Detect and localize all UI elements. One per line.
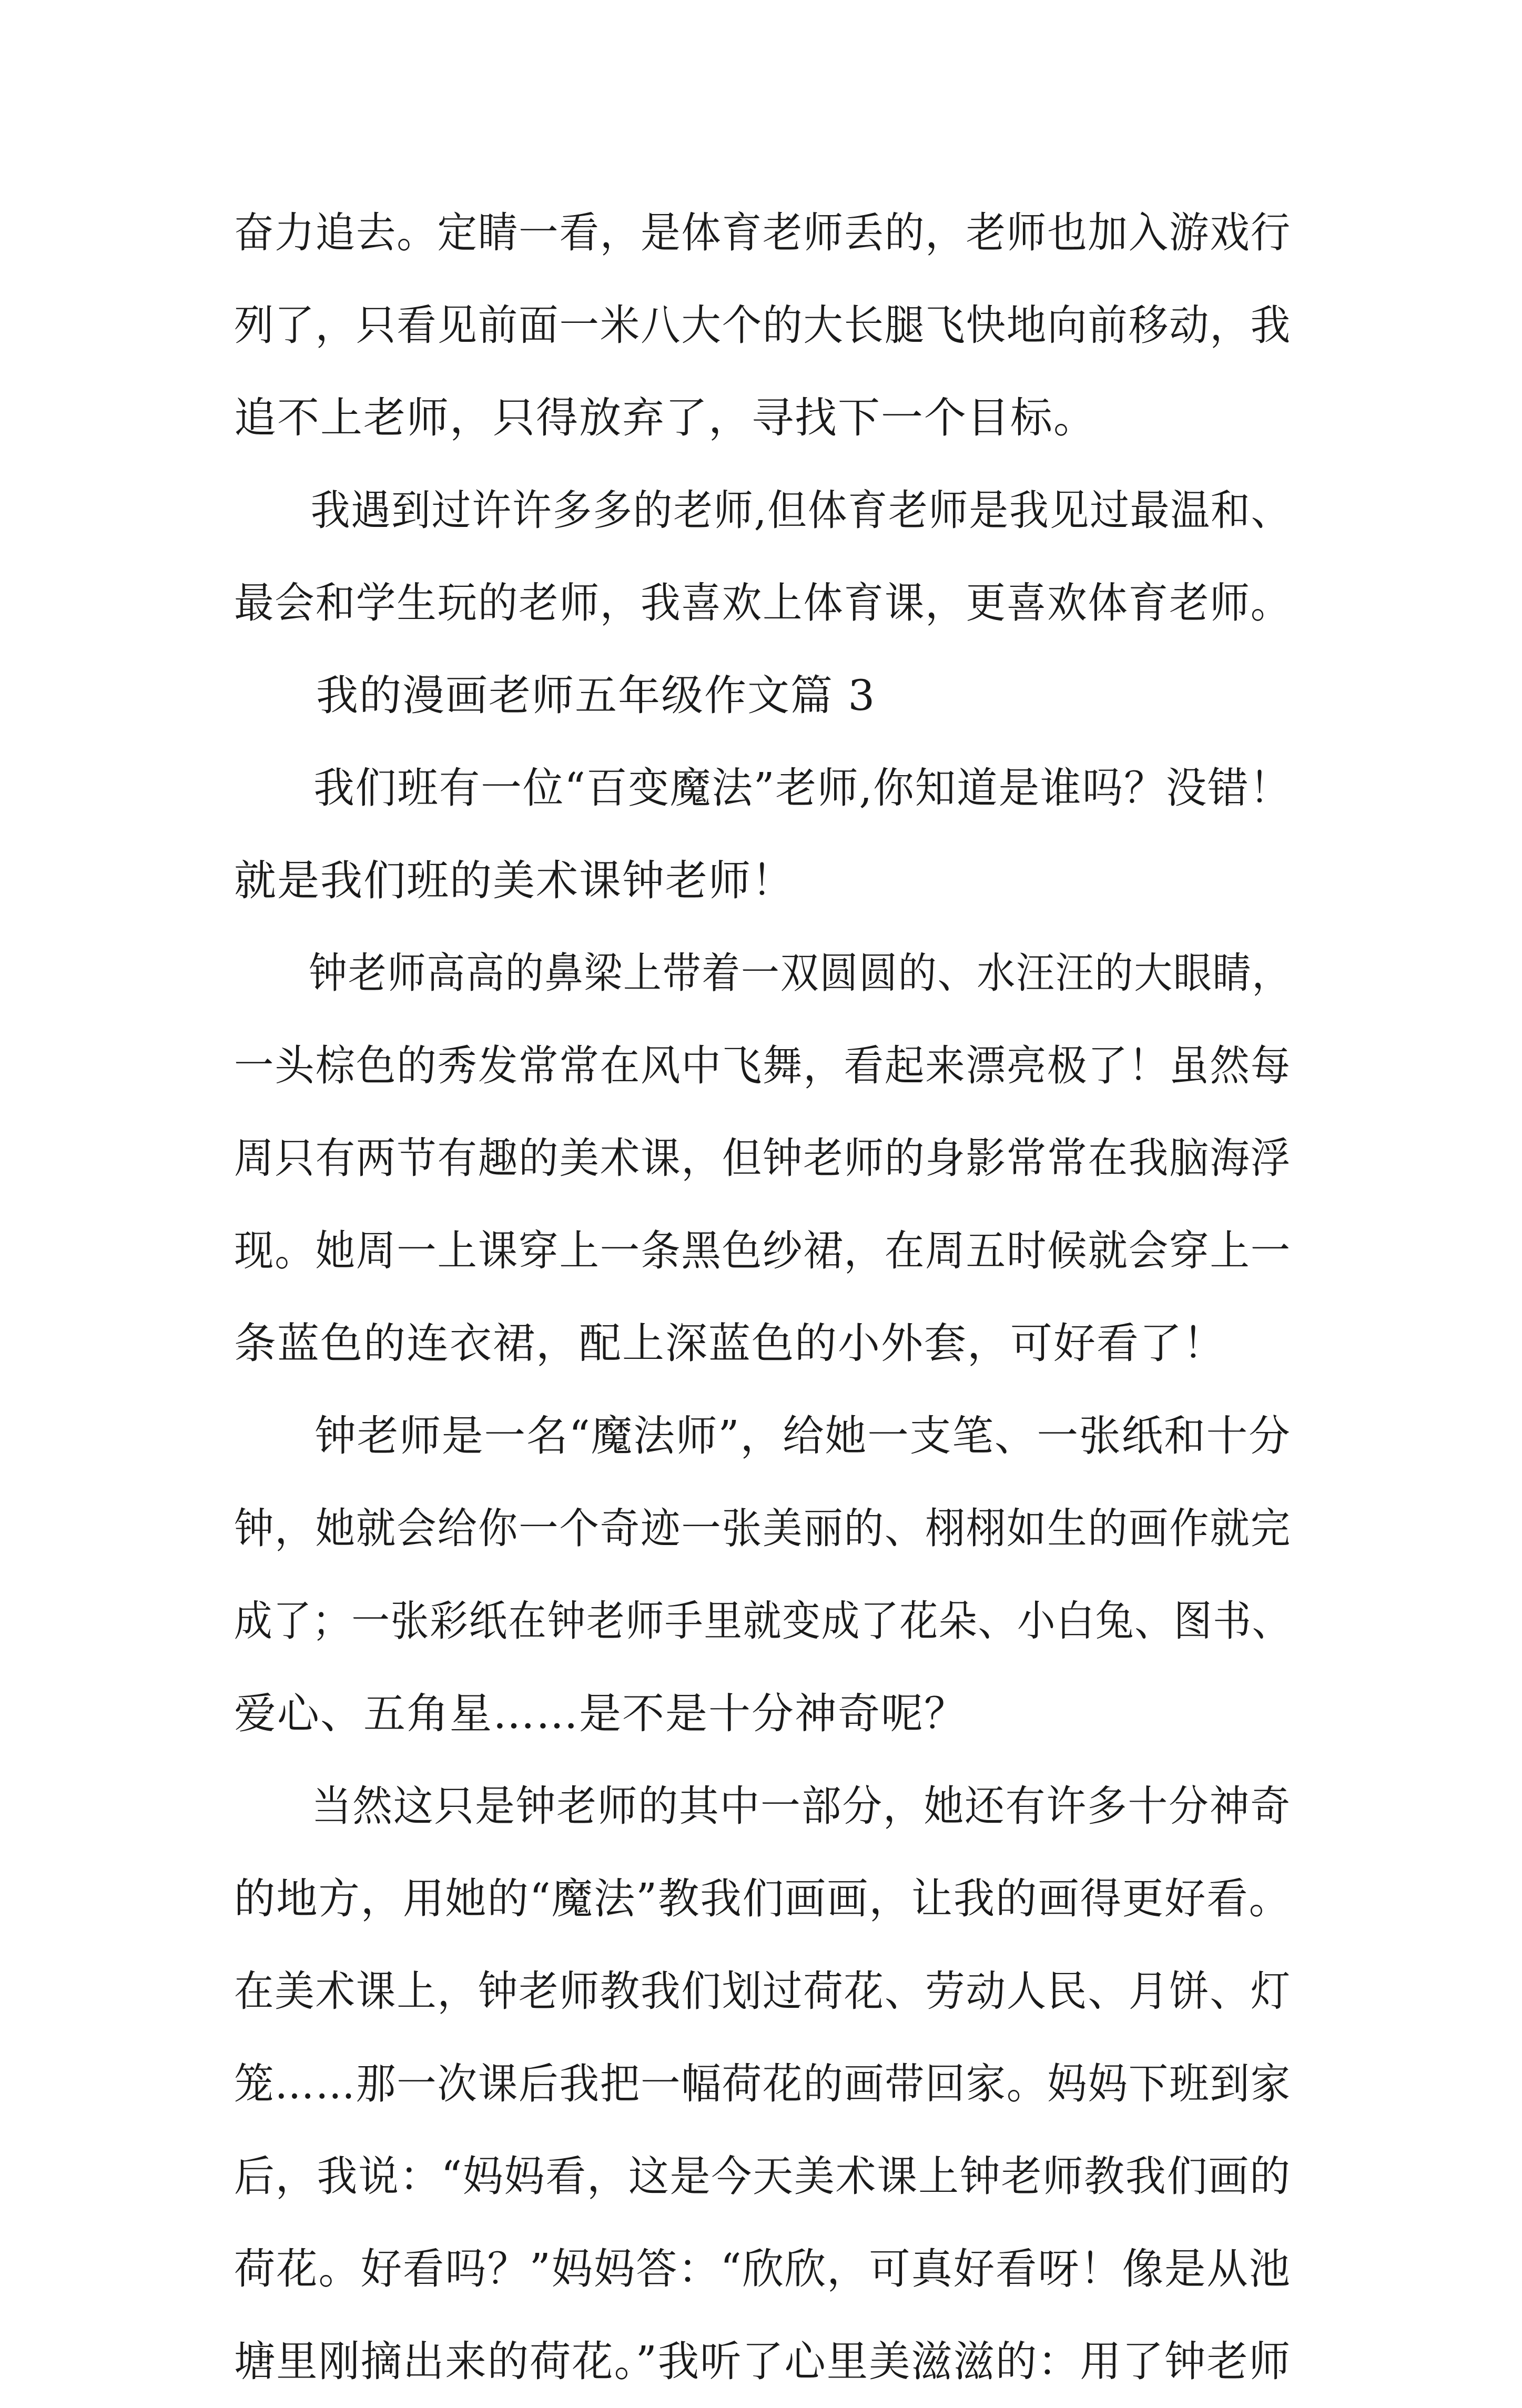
text-line: 追不上老师，只得放弃了，寻找下一个目标。	[234, 393, 1097, 442]
text-line: 的地方，用她的“魔法”教我们画画，让我的画得更好看。	[234, 1874, 1291, 1923]
text-line: 爱心、五角星……是不是十分神奇呢？	[234, 1689, 967, 1738]
text-line: 条蓝色的连衣裙，配上深蓝色的小外套，可好看了！	[234, 1319, 1226, 1368]
text-line: 后，我说：“妈妈看，这是今天美术课上钟老师教我们画的	[234, 2152, 1291, 2201]
paragraph-start-line: 钟老师高高的鼻梁上带着一双圆圆的、水汪汪的大眼睛，	[309, 949, 1292, 998]
paragraph-start-line: 我们班有一位“百变魔法”老师,你知道是谁吗？没错！	[313, 764, 1292, 812]
text-line: 周只有两节有趣的美术课，但钟老师的身影常常在我脑海浮	[234, 1134, 1292, 1183]
text-line: 就是我们班的美术课钟老师！	[234, 856, 795, 905]
text-line: 列了，只看见前面一米八大个的大长腿飞快地向前移动，我	[234, 301, 1292, 350]
text-line: 在美术课上，钟老师教我们划过荷花、劳动人民、月饼、灯	[234, 1967, 1292, 2016]
paragraph-start-line: 我遇到过许许多多的老师,但体育老师是我见过最温和、	[310, 486, 1292, 535]
essay-body	[234, 187, 1291, 2408]
paragraph-start-line: 当然这只是钟老师的其中一部分，她还有许多十分神奇	[311, 1782, 1291, 1831]
text-line: 一头棕色的秀发常常在风中飞舞，看起来漂亮极了！虽然每	[234, 1041, 1292, 1090]
paragraph-start-line: 钟老师是一名“魔法师”，给她一支笔、一张纸和十分	[314, 1411, 1291, 1460]
text-line: 钟，她就会给你一个奇迹一张美丽的、栩栩如生的画作就完	[234, 1504, 1292, 1553]
text-line: 荷花。好看吗？”妈妈答：“欣欣，可真好看呀！像是从池	[234, 2244, 1291, 2293]
text-line: 笼……那一次课后我把一幅荷花的画带回家。妈妈下班到家	[234, 2059, 1292, 2108]
text-line: 塘里刚摘出来的荷花。”我听了心里美滋滋的：用了钟老师	[234, 2337, 1292, 2386]
section-heading: 我的漫画老师五年级作文篇 3	[316, 671, 876, 720]
text-line: 奋力追去。定睛一看，是体育老师丢的，老师也加入游戏行	[234, 208, 1292, 257]
text-line: 最会和学生玩的老师，我喜欢上体育课，更喜欢体育老师。	[234, 578, 1292, 627]
text-line: 成了；一张彩纸在钟老师手里就变成了花朵、小白兔、图书、	[234, 1597, 1292, 1645]
text-line: 现。她周一上课穿上一条黑色纱裙，在周五时候就会穿上一	[234, 1226, 1292, 1275]
